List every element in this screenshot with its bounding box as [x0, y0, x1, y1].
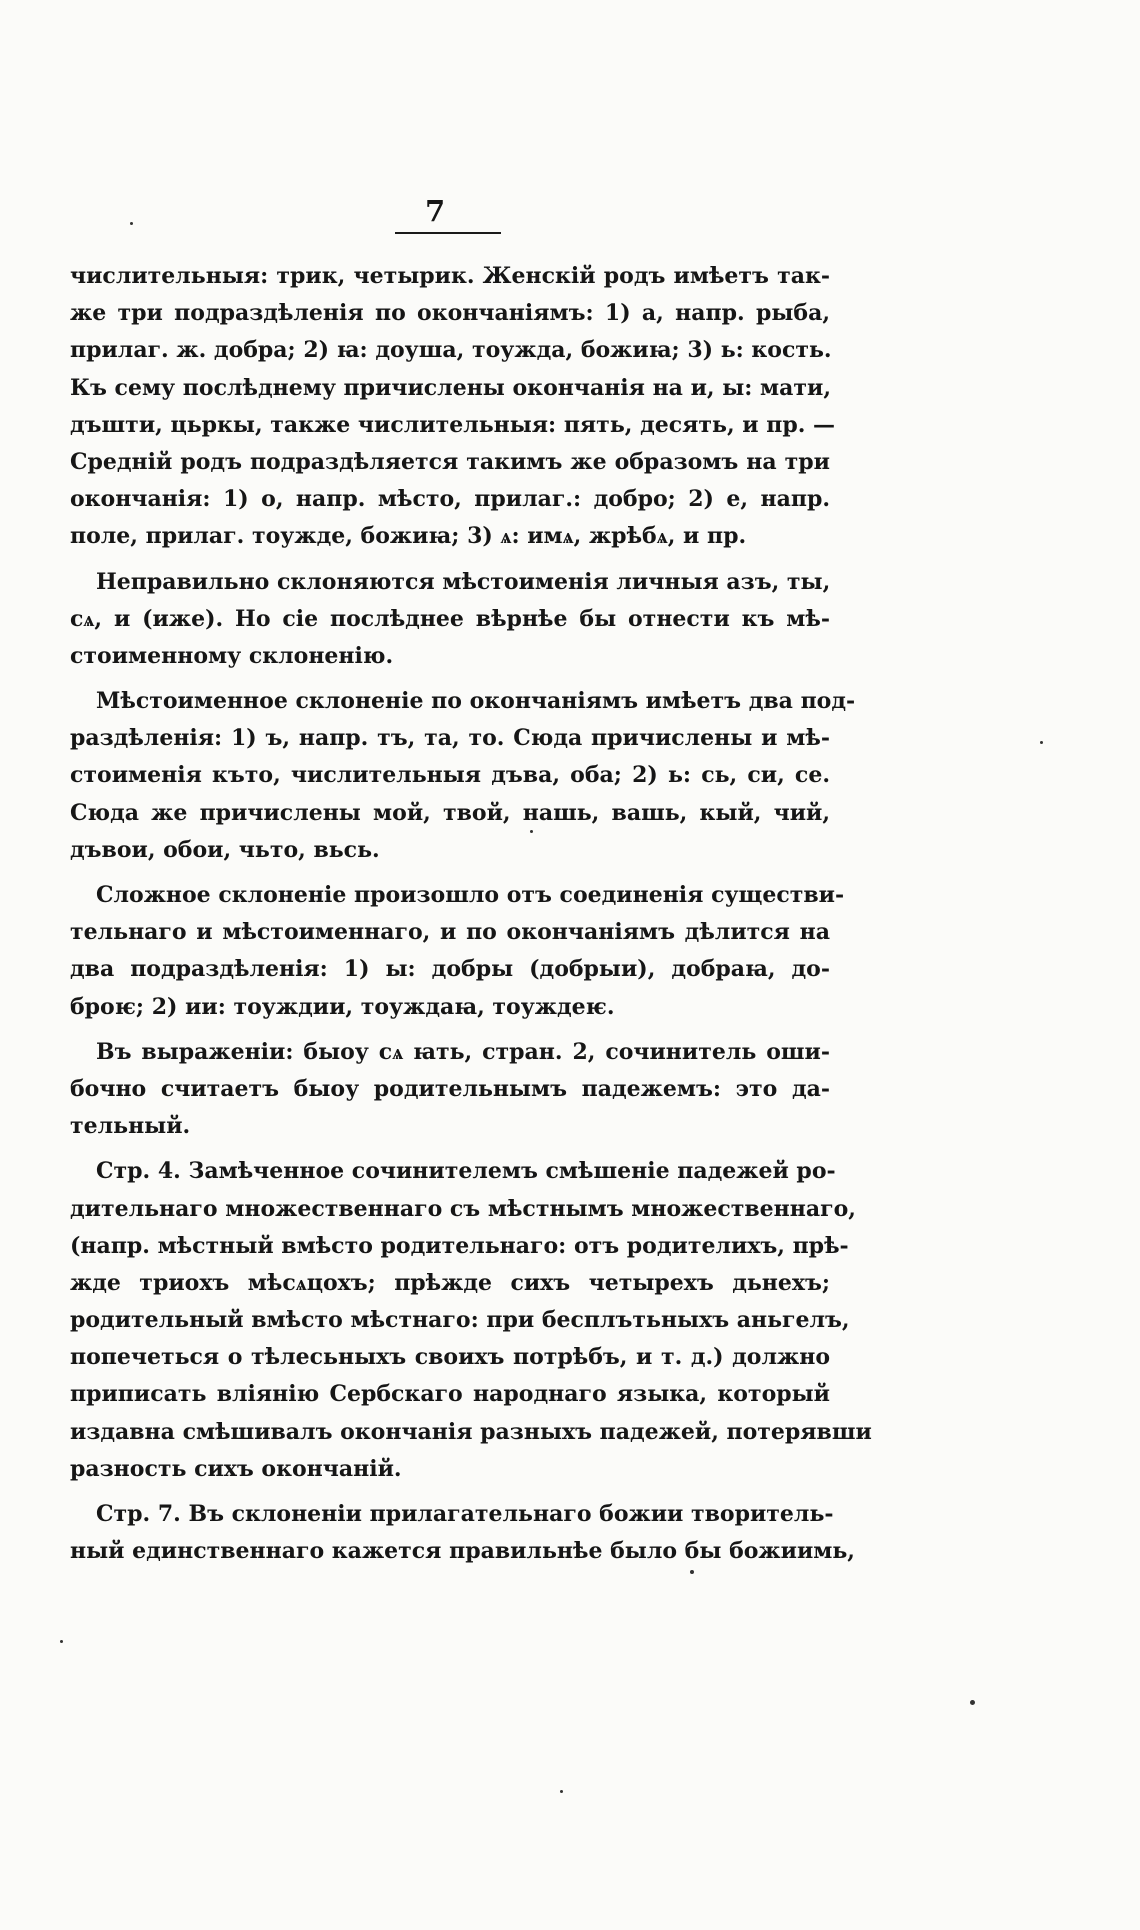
text-line: Стр. 4. Замѣченное сочинителемъ смѣшеніе падежей ро- [96, 1158, 836, 1185]
text-line: дъшти, цьркы, также числительныя: пять, десять, и пр. — [70, 411, 836, 438]
text-line: броѥ; 2) ии: тоуждии, тоуждаꙗ, тоуждеѥ. [70, 993, 615, 1020]
text-line: приписать вліянію Сербскаго народнаго языка, который [70, 1381, 830, 1408]
print-speck [530, 830, 533, 833]
text-line: ный единственнаго кажется правильнѣе было бы божиимь, [70, 1538, 855, 1565]
text-line: тельный. [70, 1113, 191, 1140]
paragraph-dative-note [70, 1034, 830, 1146]
text-line: бочно считаетъ быоу родительнымъ падежемъ: это да- [70, 1075, 830, 1102]
print-speck [60, 1640, 63, 1643]
text-line: Сюда же причислены мой, твой, нашь, вашь, кый, чий, [70, 799, 830, 826]
body-text [70, 258, 872, 1578]
print-speck [690, 1570, 694, 1574]
text-line: два подраздѣленія: 1) ы: добры (добрыи), добраꙗ, до- [70, 956, 830, 983]
text-line: родительный вмѣсто мѣстнаго: при бесплътьныхъ аньгелъ, [70, 1307, 850, 1334]
text-line: Стр. 7. Въ склоненіи прилагательнаго божии творитель- [96, 1501, 834, 1527]
text-line: стоименному склоненію. [70, 642, 394, 669]
page-number-rule [395, 232, 501, 234]
text-line: прилаг. ж. добра; 2) ꙗ: доуша, тоужда, божиꙗ; 3) ь: кость. [70, 337, 832, 364]
paragraph-feminine-declension [70, 258, 836, 556]
text-line: окончанія: 1) о, напр. мѣсто, прилаг.: добро; 2) е, напр. [70, 486, 830, 513]
text-line: Въ выраженіи: быоу сѧ ꙗть, стран. 2, сочинитель оши- [96, 1038, 830, 1065]
text-line: стоименія къто, числительныя дъва, оба; 2) ь: сь, си, се. [70, 762, 830, 789]
print-speck [970, 1700, 975, 1705]
text-line: Сложное склоненіе произошло отъ соединенія существи- [96, 882, 845, 908]
text-line: сѧ, и (иже). Но сіе послѣднее вѣрнѣе бы отнести къ мѣ- [70, 605, 830, 632]
paragraph-page-7-note [70, 1496, 855, 1570]
text-line: Средній родъ подраздѣляется такимъ же образомъ на три [70, 448, 830, 475]
print-speck [130, 222, 133, 225]
text-line: числительныя: трик, четырик. Женскій родъ имѣетъ так- [70, 263, 830, 289]
text-line: дительнаго множественнаго съ мѣстнымъ множественнаго, [70, 1195, 856, 1222]
paragraph-compound-declension [70, 877, 845, 1026]
text-line: разность сихъ окончаній. [70, 1455, 402, 1482]
print-speck [1040, 741, 1043, 744]
text-line: издавна смѣшивалъ окончанія разныхъ падежей, потерявши [70, 1418, 872, 1445]
text-line: (напр. мѣстный вмѣсто родительнаго: отъ родителихъ, прѣ- [70, 1232, 849, 1259]
text-line: же три подраздѣленія по окончаніямъ: 1) а, напр. рыба, [70, 300, 830, 327]
text-line: дъвои, обои, чьто, вьсь. [70, 836, 380, 863]
page-number: 7 [425, 194, 446, 228]
paragraph-irregular-pronouns [70, 564, 830, 676]
paragraph-page-4-note [70, 1153, 872, 1488]
print-speck [560, 1790, 563, 1793]
text-line: тельнаго и мѣстоименнаго, и по окончаніямъ дѣлится на [70, 919, 830, 946]
text-line: раздѣленія: 1) ъ, напр. тъ, та, то. Сюда причислены и мѣ- [70, 725, 830, 752]
text-line: Неправильно склоняются мѣстоименія личныя азъ, ты, [96, 568, 831, 595]
text-line: Мѣстоименное склоненіе по окончаніямъ имѣетъ два под- [96, 688, 856, 715]
text-line: Къ сему послѣднему причислены окончанія на и, ы: мати, [70, 374, 832, 401]
paragraph-pronominal-declension [70, 683, 856, 869]
text-line: поле, прилаг. тоужде, божиꙗ; 3) ѧ: имѧ, жрѣбѧ, и пр. [70, 523, 747, 550]
text-line: попечеться о тѣлесьныхъ своихъ потрѣбъ, и т. д.) должно [70, 1344, 830, 1371]
text-line: жде триохъ мѣсѧцохъ; прѣжде сихъ четырехъ дьнехъ; [70, 1269, 830, 1296]
